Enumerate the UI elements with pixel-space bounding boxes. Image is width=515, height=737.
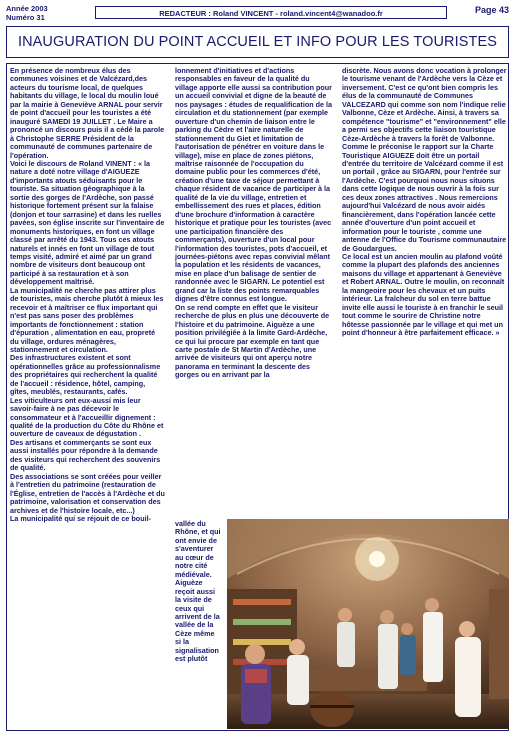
issue-info — [6, 4, 48, 22]
article-column-2 — [175, 67, 333, 380]
paragraph: discrète. Nous avons donc vocation à prolonger le tourisme venant de l'Ardèche vers la Cèze et inversement. C'est ce qu'ont bien compris les élus de la communauté de Communes VALCEZARD qui comme son nom l'indique relie Valbonne, Cèze et Ardèche. Ainsi, à travers sa compétence "tourisme" et "environnement" elle a permi ses objectifs cette liaison touristique Cèze-Ardèche à travers la forêt de Valbonne. — [342, 66, 507, 143]
paragraph: On se rend compte en effet que le visiteur recherche de plus en plus une découverte de l'histoire et du patrimoine. Aiguèze a une position privilégiée à la limite Gard-Ardèche, ce qui lui procure par exemple en tant que carte postale de St Martin d'Ardèche, une arrivée de visiteurs qui ont aperçu notre panorama en terminant la descente des gorges ou en arrivant par la — [175, 302, 330, 380]
paragraph: La municipalité qui se réjouit de ce bouil- — [10, 514, 151, 524]
article-column-1 — [10, 67, 165, 523]
paragraph: Ce local est un ancien moulin au plafond voûté comme la plupart des plafonds des anciennes maisons du village et appartenant à Geneviève et Robert ARNAL. Outre le moulin, on reconnaît la mangeoire pour les chevaux et un puits intérieur. La fraîcheur du sol en terre battue invite elle aussi le touriste à en franchir le seuil tout comme le sourire de Christine notre hôtesse passionnée par le village et qui met un point d'honneur à être parfaitement efficace. » — [342, 251, 505, 338]
year-label: Année 2003 — [6, 4, 48, 13]
issue-label: Numéro 31 — [6, 13, 45, 22]
article-title: INAUGURATION DU POINT ACCUEIL ET INFO POUR LES TOURISTES — [6, 26, 509, 58]
paragraph: lonnement d'initiatives et d'actions responsables en faveur de la qualité du village apporte elle aussi sa contribution pour un accueil convivial et digne de la beauté de nos paysages : études de requalification de la circulation et du stationnement (par exemple ouverture d'un chemin de liaison entre le parking du Cèdre et l'aire naturelle de stationnement du Giet et limitation de l'autorisation de pénétrer en voiture dans le village), mise en place de zones piétons, maîtrise raisonnée de l'occupation du domaine public pour les commerces d'été, création d'une taxe de séjour permettant à chaque résident de vacance de participer à la qualité de la vie du village, entretien et embellissement des rues et places, édition d'une brochure d'information à caractère historique et pratique pour les touristes (avec une participation financière des commerçants), ouverture d'un local pour l'information des touristes, pots d'accueil, et journées-piétons avec repas convivial mêlant la population et les résidents de vacances, mise en place d'un balisage de sentier de randonnée avec le SIGARN. Le potentiel est grand car la liste des points remarquables dignes d'être connus est longue. — [175, 66, 332, 304]
paragraph: Les viticulteurs ont eux-aussi mis leur savoir-faire à ne pas décevoir le consommateur et à l'accueillir dignement : qualité de la production du Côte du Rhône et ouverture de caveaux de dégustation . — [10, 395, 164, 439]
paragraph: Comme le préconise le rapport sur la Charte Touristique AIGUEZE doit être un portail d'entrée du territoire de Valcézard comme il est un portail , grâce au SIGARN, pour l'entrée sur l'Ardèche. C'est pourquoi nous nous situons dans cette logique de nous ouvrir à la fois sur ces deux zones attractives . Nous remercions aujourd'hui Valcézard de nous avoir aidés financièrement, dans l'opération lancée cette année d'ouverture d'un point accueil et information pour le touriste , comme une antenne de l'Office du Tourisme communautaire de Goudargues. — [342, 142, 507, 253]
paragraph: La municipalité ne cherche pas attirer plus de touristes, mais cherche plutôt à mieux les recevoir et à maîtriser ce flux important qui n'est pas sans poser des problèmes importants de fonctionnement : station d'épuration , alimentation en eau, propreté du village, ordures ménagères, stationnement et circulation. — [10, 285, 164, 354]
paragraph: En présence de nombreux élus des communes voisines et de Valcézard,des acteurs du tourisme local, de quelques habitants du village, le local du moulin loué par la mairie à Geneviève ARNAL pour servir de point d'accueil pour les touristes a été inauguré SAMEDI 19 JUILLET . Le Maire a prononcé un discours puis il a cédé la parole à Christophe SERRE Président de la communauté de communes partenaire de l'opération. — [10, 66, 165, 160]
article-column-3 — [342, 67, 507, 338]
paragraph: Des infrastructures existent et sont opérationnelles grâce au professionnalisme des propriétaires qui recherchent la qualité de l'accueil : résidence, hôtel, camping, gîtes, meublés, restaurants, cafés. — [10, 353, 161, 397]
paragraph: Des artisans et commerçants se sont eux aussi installés pour répondre à la demande des visiteurs qui recherchent des souvenirs de qualité. — [10, 437, 161, 473]
inauguration-photo — [227, 519, 509, 729]
editor-banner: REDACTEUR : Roland VINCENT - roland.vincent4@wanadoo.fr — [95, 6, 447, 19]
page-number: Page 43 — [475, 5, 510, 15]
photo-illustration — [227, 519, 509, 729]
paragraph: Des associations se sont créées pour veiller à l'entretien du patrimoine (restauration de l'Église, entretien de l'accès à l'Ardèche et du patrimoine, valorisation et conservation des archives et de l'histoire locale, etc...) — [10, 471, 165, 515]
article-column-2-continued — [175, 520, 221, 664]
paragraph: vallée du Rhône, et qui ont envie de s'aventurer au cœur de notre cité médiévale. Aiguèze reçoit aussi la visite de ceux qui arrivent de la vallée de la Cèze même si la signalisation est plutôt — [175, 519, 221, 664]
paragraph: Voici le discours de Roland VINENT : « la nature a doté notre village d'AIGUEZE d'importants atouts séduisants pour le touriste. Sa situation géographique à la sortie des gorges de l'Ardèche, son passé historique fortement présent sur la falaise (donjon et tour sarrasine) et dans les ruelles pavées, son église inscrite sur l'inventaire de monuments historiques, en font un village classé par arrêté du 1943. Tous ces atouts naturels et innés en font un village de tout temps visité, admiré et aimé par un grand nombre de visiteurs dont beaucoup ont participé à sa restauration et à son développement maîtrisé. — [10, 158, 165, 287]
